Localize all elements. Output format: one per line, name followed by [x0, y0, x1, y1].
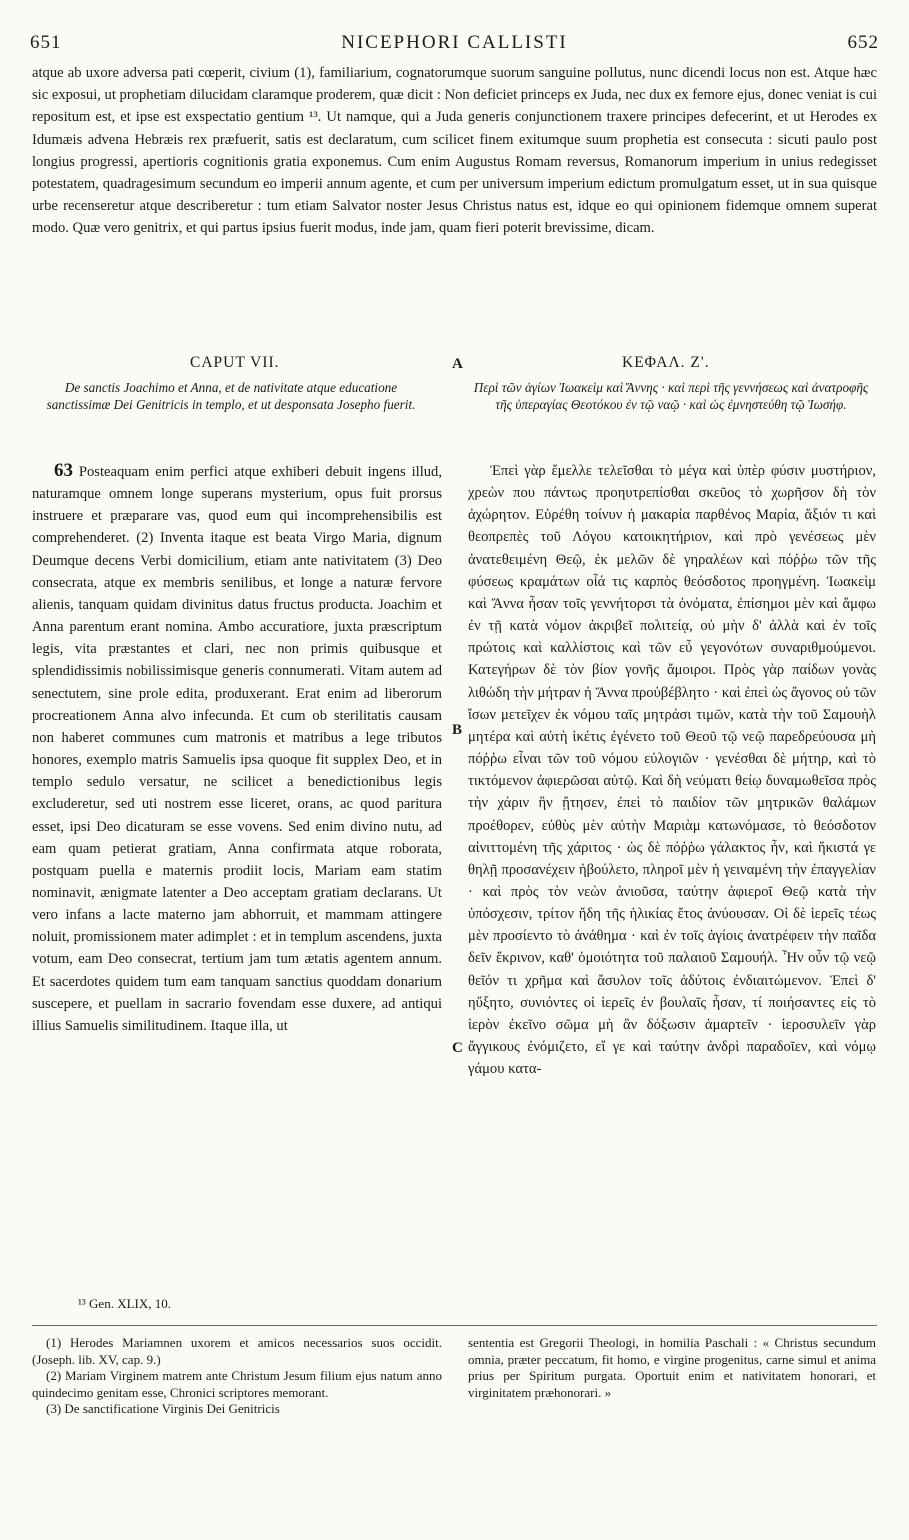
- footnote-continuation: sententia est Gregorii Theologi, in homilia Paschali : « Christus secundum omnia, præter peccatum, fit homo, e virgine progenitus, carne simul et anima prius per Spiritum purgata. Oportuit enim et nativitatem honorari, et virginitatem præhonorari. »: [468, 1335, 876, 1400]
- footnote-1: (1) Herodes Mariamnen uxorem et amicos necessarios suos occidit. (Joseph. lib. XV, cap. 9.): [32, 1335, 442, 1367]
- footnotes-left: [32, 1335, 442, 1418]
- right-page-number: 652: [847, 32, 879, 53]
- greek-body: Ἐπεὶ γὰρ ἔμελλε τελεῖσθαι τὸ μέγα καὶ ὑπὲρ φύσιν μυστήριον, χρεὼν που πάντως προηυτρεπίσθαι σκεῦος τὸ χωρῆσον δὴ τὸν ἀχώρητον. Εὑρέθη τοίνυν ἡ μακαρία παρθένος Μαρία, ἄξιόν τι καὶ θεοπρεπὲς τοῦ Λόγου κατοικητήριον, καὶ πρὸ γενέσεως μὲν ἀνατεθειμένη Θεῷ, ἐκ μελῶν δὲ γηραλέων καὶ πόῤῥω τῶν τῆς φύσεως κραμάτων οἷά τις καρπὸς θεόσδοτος προηγμένη. Ἰωακεὶμ καὶ Ἄννα ἦσαν τοῖς γεννήτορσι τὰ ὀνόματα, ἐπίσημοι μὲν καὶ ἄμφω ἐν τῇ κατὰ νόμον ἀκριβεῖ πολιτείᾳ, οὐ μὴν δ' ἀλλὰ καὶ ἐν τοῖς πρώτοις καὶ καλλίστοις καὶ τῶν εὖ γεγονότων συναριθμούμενοι. Κατεγήρων δὲ τὸν βίον γονῆς ἄμοιροι. Πρὸς γὰρ παίδων γονὰς λιθώδη τὴν μήτραν ἡ Ἄννα προὐβέβλητο · καὶ ἐπεὶ ὡς ἄγονος οὐ τῶν ἴσων μετεῖχεν ἐκ νόμου ταῖς μητράσι τιμῶν, κατὰ τὴν τοῦ Σαμουὴλ μητέρα καὶ αὐτὴ ἱκέτις ἐγένετο τοῦ Θεοῦ τῷ νεῷ παρεδρεύουσα μὴ πόῤῥω εἶναι τῶν τοῦ νόμου εὐλογιῶν · γενέσθαι δὲ μήτηρ, καὶ τὸ τικτόμενον ἀφιερῶσαι αὐτῷ. Καὶ δὴ νεύματι θείῳ δυναμωθεῖσα πρὸς τὴν χάριν ἣν ᾔτησεν, ἐπεὶ τὸ παιδίον τῶν μητρικῶν θαλάμων προέθορεν, εὐθὺς μὲν αὐτὴν Μαριὰμ κατωνόμασε, τὸ θεόσδοτον αἰνιττομένη τῆς χάριτος · ὡς δὲ πόῤῥω γάλακτος ἦν, καὶ ἥκιστά γε θηλῇ προσανέχειν ἠβούλετο, πληροῖ μὲν ἡ γειναμένη τὴν ἐπαγγελίαν · καὶ πρὸς τὸν νεὼν ἀνιοῦσα, ταύτην ἀφιεροῖ Θεῷ κατὰ τὴν ὑπόσχεσιν, τρίτον ἤδη τῆς ἡλικίας ἔτος ἀνύουσαν. Οἱ δὲ ἱερεῖς τέως μὲν προσίεντο τὸ ἀνάθημα · καὶ ἐν τοῖς ἁγίοις ἀνατρέφειν τὴν παῖδα δεῖν ἔκρινον, καθ' ὁμοιότητα τοῦ παλαιοῦ Σαμουήλ. Ἦν οὖν τῷ νεῷ θεῖόν τι χρῆμα καὶ ἄσυλον τοῖς ἀδύτοις ἐνδιαιτώμενον. Ἐπεὶ δ' ηὔξητο, συνιόντες οἱ ἱερεῖς ἐν βουλαῖς ἦσαν, τί ποιήσαντες εἰς τὸ ἱερὸν ἐκεῖνο σῶμα μὴ ἂν δόξωσιν ἁμαρτεῖν · ἱεροσυλεῖν γὰρ ἄγγικους ἐνόμιζετο, εἴ γε καὶ ταύτην ἀνδρὶ παραδοῖεν, καὶ νόμῳ γάμου κατα-: [468, 463, 876, 1078]
- margin-marker-b: B: [452, 722, 463, 738]
- intro-text: atque ab uxore adversa pati cœperit, civium (1), familiarium, cognatorumque suorum sanguine pollutus, nunc dicendi locus non est. Atque hæc sic exposui, ut prophetiam dilucidam claramque proderem, quæ dicit : Non deficiet princeps ex Juda, nec dux ex femore ejus, donec veniat is cui repositum est, et ipse est exspectatio gentium ¹³. Ut namque, qui a Juda generis conjunctionem traxere principes defecerint, et ut Herodes ex Idumæis advena Hebræis rex præfuerit, satis est declaratum, cum scilicet finem exitumque suum prophetia est consecuta : sicuti paulo post longius progressi, apertioris cognitionis gratia exponemus. Cum enim Augustus Romam reversus, Romanorum imperium in unius redegisset potestatem, quadragesimum secundum eo imperii annum agente, et cum per universum imperium edictum promulgatum esset, ut in sua quisque urbe recenseretur atque describeretur : tum etiam Salvator noster Jesus Christus natus est, idque eo qui opinionem fidemque omnem superat modo. Quæ vero genitrix, et qui partus ipsius fuerit modus, inde jam, quam fieri poterit brevissime, dicam.: [32, 65, 877, 237]
- scripture-footnote: ¹³ Gen. XLIX, 10.: [78, 1296, 171, 1311]
- greek-chapter-subheading: Περὶ τῶν ἁγίων Ἰωακεὶμ καὶ Ἄννης · καὶ περὶ τῆς γεννήσεως καὶ ἀνατροφῆς τῆς ὑπεραγίας Θεοτόκου ἐν τῷ ναῷ · καὶ ὡς ἐμνηστεύθη τῷ Ἰωσήφ.: [473, 380, 869, 412]
- margin-marker-c: C: [452, 1040, 463, 1056]
- latin-body: Posteaquam enim perfici atque exhiberi debuit ingens illud, naturamque omnem longe superans mysterium, opus fuit prorsus instruere et præparare vas, quod eum qui incomprehensibilis est comprehenderet. (2) Inventa itaque est beata Virgo Maria, dignum Deumque decens Verbi domicilium, etiam ante nativitatem (3) Deo consecrata, atque ex membris senilibus, et longe a naturæ fervore alienis, tanquam quidam divinitus datus fructus producta. Joachim et Anna parentum erant nomina. Ambo accuratiore, juxta præscriptum legis, vita præstantes et clari, nec non primis quibusque et splendidissimis nobilissimisque generis connumerati. Vitam autem ad senectutem, sine prole edita, produxerant. Erat enim ad liberorum procreationem Anna alvo infecunda. Et cum ob sterilitatis causam non haberet communes cum matronis et matribus a lege tributos honores, exemplo matris Samuelis ipsa quoque fit supplex Deo, et in templo sedulo versatur, ne scilicet a benedictionibus legis excluderetur, sed uti nostrem esse liceret, orans, ac quod paritura esset, ipsi Deo dicaturam se esse vovens. Sed enim divino nutu, ad eam quam petierat gratiam, Anna confirmata atque roborata, postquam puella e maternis prodiit locis, Mariam eam statim nominavit, ænigmate latenter a Deo acceptam gratiam declarans. Ut vero infans a lacte materno jam abhorruit, et mammam attingere noluit, promissionem mater adimplet : et in templum ascendens, juxta votum, eam Deo consecrat, tertium jam tum ætatis agentem annum. Et sacerdotes quidem tum eam tanquam sanctius quoddam donarium suscepere, et puellam in sacrario fovendam esse duxere, ad antiqui illius Samuelis similitudinem. Itaque illa, ut: [32, 464, 442, 1034]
- latin-chapter-subheading: De sanctis Joachimo et Anna, et de nativitate atque educatione sanctissimæ Dei Genitricis in templo, et ut desponsata Josepho fuerit.: [46, 380, 416, 412]
- footnote-3: (3) De sanctificatione Virginis Dei Genitricis: [46, 1401, 280, 1416]
- section-number: 63: [54, 460, 73, 481]
- greek-chapter-heading: ΚΕΦΑΛ. Ζ'.: [622, 354, 710, 371]
- greek-column: [468, 460, 876, 1080]
- latin-column: [32, 460, 442, 1037]
- footnotes-right: [468, 1335, 876, 1401]
- margin-marker-a: A: [452, 356, 463, 372]
- left-page-number: 651: [30, 32, 62, 53]
- page-header: [30, 32, 879, 62]
- footnote-divider: [32, 1325, 877, 1326]
- intro-paragraph: [32, 62, 877, 240]
- latin-chapter-heading: CAPUT VII.: [190, 354, 280, 371]
- footnote-2: (2) Mariam Virginem matrem ante Christum Jesum filium ejus natum anno quindecimo genitam esse, Chronici scriptores memorant.: [32, 1368, 442, 1400]
- running-title: NICEPHORI CALLISTI: [341, 32, 568, 53]
